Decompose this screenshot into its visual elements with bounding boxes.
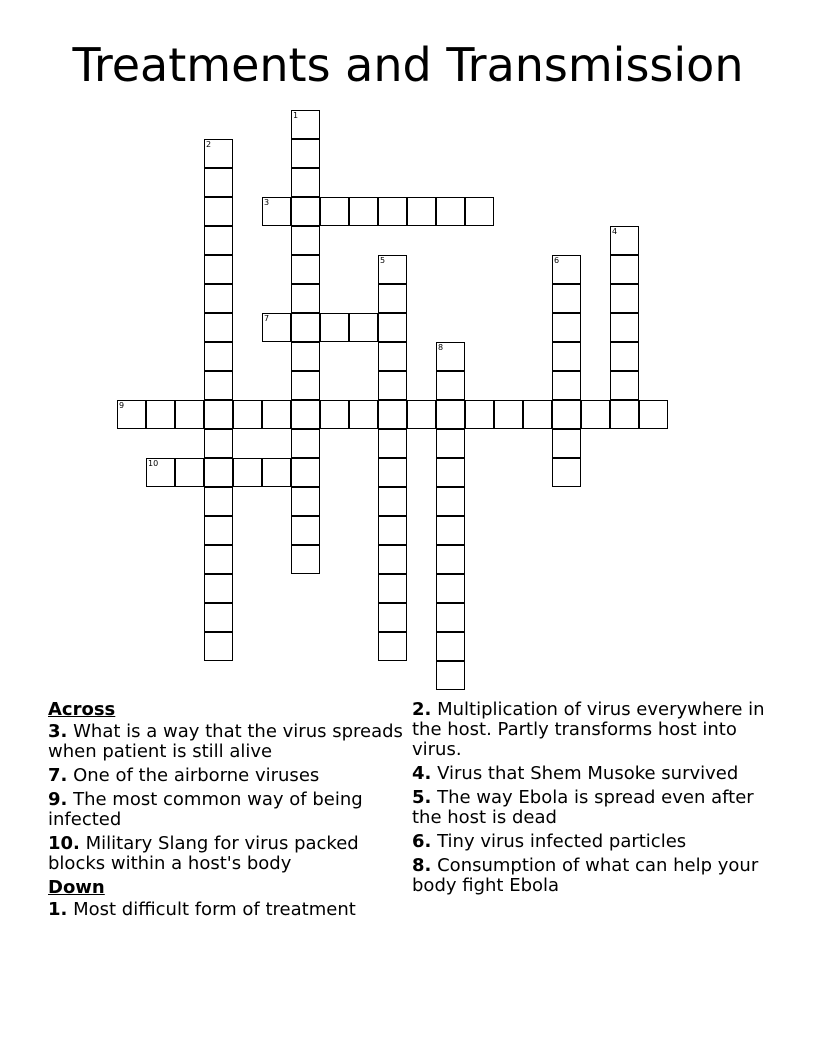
grid-cell[interactable] [291, 487, 320, 516]
grid-cell[interactable] [175, 400, 204, 429]
grid-cell[interactable] [204, 168, 233, 197]
grid-cell[interactable] [436, 574, 465, 603]
grid-cell[interactable] [436, 632, 465, 661]
clue-down-2: 2. Multiplication of virus everywhere in the host. Partly transforms host into virus. [412, 699, 765, 760]
grid-cell[interactable] [610, 371, 639, 400]
grid-cell[interactable] [233, 400, 262, 429]
grid-cell[interactable] [291, 197, 320, 226]
grid-cell[interactable] [291, 313, 320, 342]
grid-cell[interactable] [204, 429, 233, 458]
grid-cell[interactable] [465, 197, 494, 226]
grid-cell[interactable] [552, 400, 581, 429]
grid-cell[interactable] [320, 313, 349, 342]
grid-cell[interactable] [436, 516, 465, 545]
grid-cell[interactable] [291, 168, 320, 197]
grid-cell[interactable] [378, 516, 407, 545]
grid-cell[interactable] [146, 400, 175, 429]
grid-cell[interactable] [610, 400, 639, 429]
across-heading: Across [48, 699, 116, 720]
grid-cell[interactable] [349, 400, 378, 429]
grid-cell[interactable] [436, 400, 465, 429]
grid-cell[interactable] [320, 197, 349, 226]
clues-right-column [412, 700, 782, 900]
grid-cell[interactable] [233, 458, 262, 487]
grid-cell[interactable] [465, 400, 494, 429]
grid-cell[interactable] [291, 284, 320, 313]
clue-down-8: 8. Consumption of what can help your body fight Ebola [412, 855, 759, 896]
grid-cell[interactable] [378, 313, 407, 342]
cell-number: 1 [293, 111, 299, 120]
grid-cell[interactable] [291, 371, 320, 400]
grid-cell[interactable] [291, 255, 320, 284]
grid-cell[interactable] [494, 400, 523, 429]
grid-cell[interactable] [291, 458, 320, 487]
grid-cell[interactable] [407, 400, 436, 429]
down-heading: Down [48, 877, 105, 898]
grid-cell[interactable] [175, 458, 204, 487]
grid-cell[interactable] [291, 139, 320, 168]
grid-cell[interactable] [523, 400, 552, 429]
grid-cell[interactable] [378, 342, 407, 371]
grid-cell[interactable] [204, 458, 233, 487]
cell-number: 6 [554, 256, 560, 265]
clue-down-6: 6. Tiny virus infected particles [412, 831, 687, 852]
grid-cell[interactable] [610, 284, 639, 313]
grid-cell[interactable] [610, 313, 639, 342]
grid-cell[interactable] [204, 226, 233, 255]
clue-across-3: 3. What is a way that the virus spreads when patient is still alive [48, 721, 403, 762]
grid-cell[interactable] [378, 632, 407, 661]
cell-number: 5 [380, 256, 386, 265]
grid-cell[interactable] [436, 371, 465, 400]
grid-cell[interactable] [291, 226, 320, 255]
grid-cell[interactable] [204, 603, 233, 632]
cell-number: 2 [206, 140, 212, 149]
cell-number: 3 [264, 198, 270, 207]
grid-cell[interactable] [204, 313, 233, 342]
cell-number: 9 [119, 401, 125, 410]
cell-number: 10 [148, 459, 159, 468]
grid-cell[interactable] [204, 516, 233, 545]
cell-number: 4 [612, 227, 618, 236]
grid-cell[interactable] [204, 284, 233, 313]
grid-cell[interactable] [436, 458, 465, 487]
grid-cell[interactable] [552, 371, 581, 400]
cell-number: 7 [264, 314, 270, 323]
grid-cell[interactable] [291, 429, 320, 458]
grid-cell[interactable] [204, 255, 233, 284]
grid-cell[interactable] [204, 400, 233, 429]
grid-cell[interactable] [378, 574, 407, 603]
grid-cell[interactable] [436, 661, 465, 690]
grid-cell[interactable] [204, 487, 233, 516]
grid-cell[interactable] [378, 545, 407, 574]
grid-cell[interactable] [378, 458, 407, 487]
grid-cell[interactable] [378, 603, 407, 632]
grid-cell[interactable] [436, 545, 465, 574]
grid-cell[interactable] [552, 284, 581, 313]
grid-cell[interactable] [552, 458, 581, 487]
grid-cell[interactable] [378, 284, 407, 313]
clue-down-4: 4. Virus that Shem Musoke survived [412, 763, 739, 784]
grid-cell[interactable] [204, 574, 233, 603]
grid-cell[interactable] [378, 487, 407, 516]
grid-cell[interactable] [349, 197, 378, 226]
grid-cell[interactable] [291, 342, 320, 371]
grid-cell[interactable] [204, 342, 233, 371]
clue-down-1: 1. Most difficult form of treatment [48, 899, 356, 920]
clue-across-7: 7. One of the airborne viruses [48, 765, 320, 786]
grid-cell[interactable] [291, 545, 320, 574]
grid-cell[interactable] [436, 487, 465, 516]
grid-cell[interactable] [204, 545, 233, 574]
grid-cell[interactable] [436, 429, 465, 458]
puzzle-title: Treatments and Transmission [72, 38, 744, 92]
grid-cell[interactable] [552, 313, 581, 342]
clue-down-5: 5. The way Ebola is spread even after the host is dead [412, 787, 754, 828]
grid-cell[interactable] [204, 632, 233, 661]
grid-cell[interactable] [407, 197, 436, 226]
grid-cell[interactable] [291, 400, 320, 429]
clue-across-9: 9. The most common way of being infected [48, 789, 363, 830]
cell-number: 8 [438, 343, 444, 352]
grid-cell[interactable] [378, 429, 407, 458]
grid-cell[interactable] [378, 371, 407, 400]
grid-cell[interactable] [378, 400, 407, 429]
grid-cell[interactable] [610, 255, 639, 284]
grid-cell[interactable] [204, 197, 233, 226]
grid-cell[interactable] [291, 516, 320, 545]
grid-cell[interactable] [552, 342, 581, 371]
grid-cell[interactable] [262, 400, 291, 429]
grid-cell[interactable] [639, 400, 668, 429]
grid-cell[interactable] [378, 197, 407, 226]
grid-cell[interactable] [262, 458, 291, 487]
grid-cell[interactable] [436, 197, 465, 226]
grid-cell[interactable] [610, 342, 639, 371]
grid-cell[interactable] [320, 400, 349, 429]
grid-cell[interactable] [204, 371, 233, 400]
grid-cell[interactable] [349, 313, 378, 342]
clue-across-10: 10. Military Slang for virus packed blocks within a host's body [48, 833, 359, 874]
grid-cell[interactable] [581, 400, 610, 429]
grid-cell[interactable] [552, 429, 581, 458]
clues-left-column [48, 700, 408, 924]
grid-cell[interactable] [436, 603, 465, 632]
